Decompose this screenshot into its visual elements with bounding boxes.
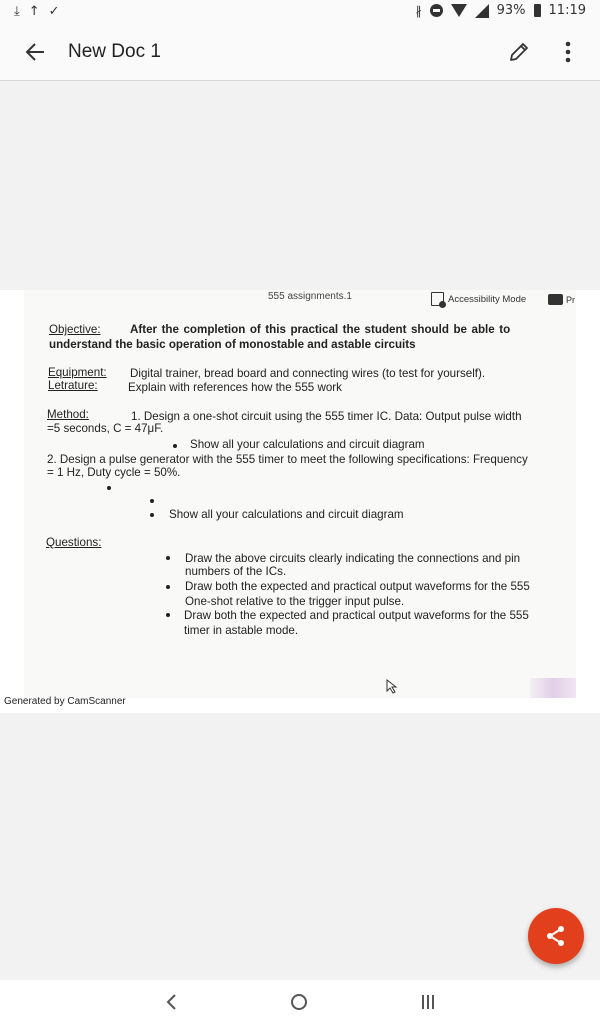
- literature-label: Letrature:: [48, 379, 98, 392]
- battery-icon: [534, 4, 541, 17]
- page-title: New Doc 1: [68, 41, 161, 62]
- download-icon: ⤓: [14, 4, 20, 19]
- nav-recents-icon[interactable]: [420, 993, 436, 1011]
- upload-icon: ↑: [28, 4, 40, 19]
- print-label: Pr: [566, 294, 575, 305]
- arrow-left-icon: [22, 38, 50, 66]
- objective-line-2: understand the basic operation of monostable and astable circuits: [49, 338, 416, 351]
- accessibility-mode: [431, 292, 526, 306]
- method-label: Method:: [47, 408, 89, 421]
- app-bar: [0, 24, 600, 81]
- scan-artifact: [530, 678, 576, 698]
- nav-back-icon[interactable]: [164, 992, 180, 1012]
- pencil-icon: [506, 39, 532, 65]
- bullet: [166, 613, 170, 617]
- bullet: [166, 585, 170, 589]
- back-button[interactable]: [22, 38, 50, 66]
- method-line-3: 2. Design a pulse generator with the 555 timer to meet the following specifications: Frequency: [47, 453, 528, 466]
- equipment-label: Equipment:: [48, 366, 107, 379]
- accessibility-icon: [431, 292, 444, 306]
- print-item: [548, 294, 575, 305]
- objective-label: Objective:: [49, 323, 101, 336]
- method-bullet-1: Show all your calculations and circuit diagram: [190, 438, 425, 451]
- bullet: [150, 513, 154, 517]
- method-line-4: = 1 Hz, Duty cycle = 50%.: [47, 466, 181, 479]
- generated-by-footer: Generated by CamScanner: [4, 696, 126, 707]
- question-1-line-2: numbers of the ICs.: [185, 565, 287, 578]
- method-line-2: =5 seconds, C = 47μF.: [47, 422, 164, 435]
- more-options-button[interactable]: [556, 39, 580, 65]
- battery-percent: 93%: [496, 3, 526, 18]
- more-vert-icon: [556, 39, 580, 65]
- check-icon: ✓: [48, 4, 60, 19]
- bluetooth-icon: ∦: [415, 3, 422, 18]
- bullet: [107, 486, 111, 490]
- share-button[interactable]: [528, 908, 584, 964]
- clock: 11:19: [548, 3, 586, 18]
- literature-text: Explain with references how the 555 work: [128, 381, 342, 394]
- question-2-line-2: One-shot relative to the trigger input pulse.: [185, 595, 405, 608]
- cursor-icon: [386, 679, 398, 694]
- wifi-icon: [451, 4, 467, 17]
- file-name: 555 assignments.1: [268, 291, 352, 302]
- method-bullet-2: Show all your calculations and circuit diagram: [169, 508, 404, 521]
- method-line-1: 1. Design a one-shot circuit using the 555 timer IC. Data: Output pulse width: [131, 410, 522, 423]
- document-page[interactable]: [0, 290, 600, 713]
- accessibility-label: Accessibility Mode: [448, 293, 527, 305]
- question-3-line-2: timer in astable mode.: [184, 624, 299, 637]
- do-not-disturb-icon: [430, 4, 443, 17]
- question-1-line-1: Draw the above circuits clearly indicating the connections and pin: [185, 552, 521, 565]
- edit-button[interactable]: [506, 39, 532, 65]
- question-3-line-1: Draw both the expected and practical output waveforms for the 555: [184, 609, 529, 622]
- bullet: [166, 556, 170, 560]
- bullet: [173, 444, 177, 448]
- share-icon: [544, 924, 568, 948]
- question-2-line-1: Draw both the expected and practical output waveforms for the 555: [185, 580, 530, 593]
- equipment-text: Digital trainer, bread board and connecting wires (to test for yourself).: [130, 367, 486, 380]
- objective-line-1: After the completion of this practical the student should be able to: [130, 323, 511, 336]
- nav-home-icon[interactable]: [291, 994, 307, 1010]
- system-nav-bar: [0, 980, 600, 1024]
- status-bar: [0, 0, 600, 24]
- printer-icon: [548, 294, 563, 305]
- questions-label: Questions:: [46, 536, 102, 549]
- bullet: [150, 499, 154, 503]
- signal-icon: [475, 4, 489, 18]
